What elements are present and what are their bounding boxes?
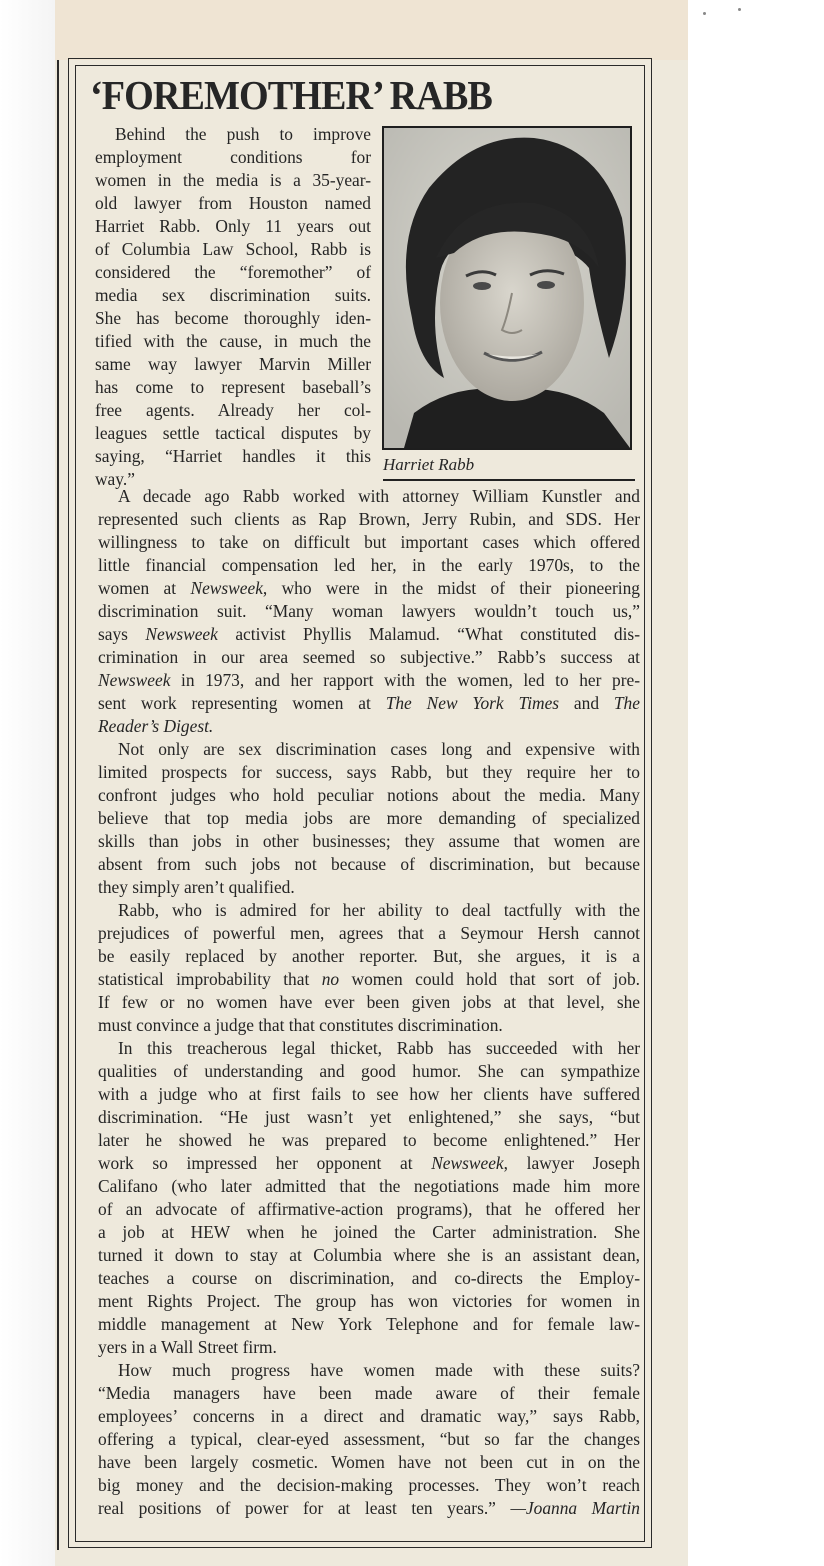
text-line: [98, 1152, 640, 1175]
text-line: [95, 330, 371, 353]
text-line: [98, 531, 640, 554]
text-span: old lawyer from Houston named: [95, 193, 371, 213]
dust-speck: [703, 12, 706, 15]
text-span: offering a typical, clear-eyed assessment, “but so far the changes: [98, 1429, 640, 1449]
paragraph: [98, 1037, 640, 1359]
text-span: discrimination. “He just wasn’t yet enlightened,” she says, “but: [98, 1107, 640, 1127]
text-line: [98, 669, 640, 692]
text-span: saying, “Harriet handles it this: [95, 446, 371, 466]
italic-text: Newsweek: [431, 1153, 504, 1173]
text-line: [98, 1221, 640, 1244]
text-line: [95, 445, 371, 468]
text-span: tified with the cause, in much the: [95, 331, 371, 351]
text-span: sent work representing women at: [98, 693, 386, 713]
text-line: [98, 508, 640, 531]
intro-column: [95, 123, 371, 491]
text-span: later he showed he was prepared to become enlightened.” Her: [98, 1130, 640, 1150]
italic-text: Newsweek: [190, 578, 263, 598]
italic-text: The: [613, 693, 640, 713]
text-line: [98, 1014, 640, 1037]
text-span: confront judges who hold peculiar notions about the media. Many: [98, 785, 640, 805]
text-span: considered the “foremother” of: [95, 262, 371, 282]
text-line: [98, 1060, 640, 1083]
paragraph: [98, 899, 640, 1037]
text-span: women at: [98, 578, 191, 598]
text-span: Harriet Rabb. Only 11 years out: [95, 216, 371, 236]
text-line: [98, 1382, 640, 1405]
text-line-with-byline: [98, 1497, 640, 1520]
headline: ‘FOREMOTHER’ RABB: [90, 72, 492, 118]
text-line: [98, 623, 640, 646]
text-span: She has become thoroughly iden-: [95, 308, 371, 328]
text-line: [98, 968, 640, 991]
text-span: of Columbia Law School, Rabb is: [95, 239, 371, 259]
text-span: crimination in our area seemed so subjective.” Rabb’s success at: [98, 647, 640, 667]
photo-caption: Harriet Rabb: [383, 455, 475, 474]
dust-speck: [738, 8, 741, 11]
text-line: [98, 692, 640, 715]
text-line: [98, 1428, 640, 1451]
text-span: real positions of power for at least ten years.”: [98, 1498, 496, 1518]
text-span: skills than jobs in other businesses; they assume that women are: [98, 831, 640, 851]
text-line: [95, 238, 371, 261]
portrait-photo: [382, 126, 632, 450]
text-line: [98, 577, 640, 600]
text-span: yers in a Wall Street firm.: [98, 1337, 277, 1357]
text-span: prejudices of powerful men, agrees that a Seymour Hersh cannot: [98, 923, 640, 943]
text-span: big money and the decision-making processes. They won’t reach: [98, 1475, 640, 1495]
text-span: statistical improbability that: [98, 969, 322, 989]
text-span: be easily replaced by another reporter. But, she argues, it is a: [98, 946, 640, 966]
text-line: [98, 485, 640, 508]
text-span: Behind the push to improve: [115, 124, 371, 144]
text-line: [98, 738, 640, 761]
text-line: [98, 876, 640, 899]
text-span: represented such clients as Rap Brown, Jerry Rubin, and SDS. Her: [98, 509, 640, 529]
text-span: women could hold that sort of job.: [339, 969, 640, 989]
text-line: [95, 169, 371, 192]
text-span: Not only are sex discrimination cases long and expensive with: [118, 739, 640, 759]
text-span: believe that top media jobs are more demanding of specialized: [98, 808, 640, 828]
portrait-image: [384, 128, 630, 448]
text-span: and: [559, 693, 614, 713]
text-span: turned it down to stay at Columbia where she is an assistant dean,: [98, 1245, 640, 1265]
text-span: discrimination suit. “Many woman lawyers wouldn’t touch us,”: [98, 601, 640, 621]
text-line: [98, 1451, 640, 1474]
text-span: with a judge who at first fails to see how her clients have suffered: [98, 1084, 640, 1104]
italic-text: Newsweek: [145, 624, 218, 644]
italic-text: Reader’s Digest.: [98, 716, 214, 736]
text-span: qualities of understanding and good humor. She can sympathize: [98, 1061, 640, 1081]
text-line: [95, 399, 371, 422]
text-line: [95, 146, 371, 169]
text-span: , who were in the midst of their pioneering: [262, 578, 640, 598]
text-span: have been largely cosmetic. Women have not been cut in on the: [98, 1452, 640, 1472]
text-line: [98, 1336, 640, 1359]
text-span: women in the media is a 35-year-: [95, 170, 371, 190]
text-span: Rabb, who is admired for her ability to deal tactfully with the: [118, 900, 640, 920]
text-span: activist Phyllis Malamud. “What constituted dis-: [217, 624, 640, 644]
text-line: [98, 830, 640, 853]
text-line: [95, 353, 371, 376]
text-span: If few or no women have ever been given jobs at that level, she: [98, 992, 640, 1012]
text-line: [95, 422, 371, 445]
text-span: little financial compensation led her, in the early 1970s, to the: [98, 555, 640, 575]
text-line: [95, 192, 371, 215]
text-line: [98, 784, 640, 807]
paragraph: [98, 485, 640, 738]
text-line: [98, 899, 640, 922]
text-line: [98, 1129, 640, 1152]
scan-background: [0, 0, 55, 1566]
text-span: A decade ago Rabb worked with attorney William Kunstler and: [118, 486, 640, 506]
text-span: free agents. Already her col-: [95, 400, 371, 420]
text-line: [98, 1313, 640, 1336]
text-span: willingness to take on difficult but important cases which offered: [98, 532, 640, 552]
text-span: a job at HEW when he joined the Carter administration. She: [98, 1222, 640, 1242]
text-line: [98, 1198, 640, 1221]
byline: —Joanna Martin: [510, 1498, 640, 1518]
text-line: [95, 261, 371, 284]
text-line: [98, 1474, 640, 1497]
text-line: [98, 922, 640, 945]
text-span: limited prospects for success, says Rabb, but they require her to: [98, 762, 640, 782]
text-line: [98, 715, 640, 738]
text-line: [98, 600, 640, 623]
text-line: [95, 307, 371, 330]
text-span: they simply aren’t qualified.: [98, 877, 295, 897]
text-line: [95, 123, 371, 146]
text-span: way.”: [95, 469, 135, 489]
text-line: [95, 376, 371, 399]
text-span: ment Rights Project. The group has won victories for women in: [98, 1291, 640, 1311]
text-span: employees’ concerns in a direct and dramatic way,” says Rabb,: [98, 1406, 640, 1426]
italic-text: The New York Times: [385, 693, 560, 713]
text-span: work so impressed her opponent at: [98, 1153, 432, 1173]
caption-rule: [383, 479, 635, 481]
text-span: must convince a judge that that constitutes discrimination.: [98, 1015, 503, 1035]
article-body: [98, 485, 640, 1520]
text-line: [98, 1405, 640, 1428]
text-line: [98, 554, 640, 577]
text-line: [98, 1106, 640, 1129]
text-span: Califano (who later admitted that the negotiations made him more: [98, 1176, 640, 1196]
text-span: in 1973, and her rapport with the women, led to her pre-: [170, 670, 640, 690]
text-span: has come to represent baseball’s: [95, 377, 371, 397]
text-span: of an advocate of affirmative-action programs), that he offered her: [98, 1199, 640, 1219]
text-span: leagues settle tactical disputes by: [95, 423, 371, 443]
text-line: [95, 215, 371, 238]
paragraph: [98, 738, 640, 899]
text-line: [98, 1083, 640, 1106]
text-span: absent from such jobs not because of discrimination, but because: [98, 854, 640, 874]
text-line: [98, 646, 640, 669]
paragraph: [98, 1359, 640, 1520]
text-line: [98, 1359, 640, 1382]
text-line: [98, 1244, 640, 1267]
italic-text: Newsweek: [98, 670, 171, 690]
text-span: same way lawyer Marvin Miller: [95, 354, 371, 374]
text-span: , lawyer Joseph: [503, 1153, 640, 1173]
text-span: media sex discrimination suits.: [95, 285, 371, 305]
text-span: “Media managers have been made aware of their female: [98, 1383, 640, 1403]
text-span: middle management at New York Telephone and for female law-: [98, 1314, 640, 1334]
text-line: [98, 1290, 640, 1313]
text-line: [95, 284, 371, 307]
text-span: employment conditions for: [95, 147, 371, 167]
text-line: [98, 761, 640, 784]
text-line: [98, 945, 640, 968]
text-span: says: [98, 624, 146, 644]
text-line: [98, 853, 640, 876]
text-line: [98, 991, 640, 1014]
left-rule: [57, 60, 59, 1550]
text-line: [98, 1267, 640, 1290]
text-line: [98, 807, 640, 830]
text-span: In this treacherous legal thicket, Rabb has succeeded with her: [118, 1038, 640, 1058]
text-span: teaches a course on discrimination, and co-directs the Employ-: [98, 1268, 640, 1288]
italic-text: no: [321, 969, 340, 989]
text-line: [98, 1175, 640, 1198]
text-line: [98, 1037, 640, 1060]
text-span: How much progress have women made with these suits?: [118, 1360, 640, 1380]
